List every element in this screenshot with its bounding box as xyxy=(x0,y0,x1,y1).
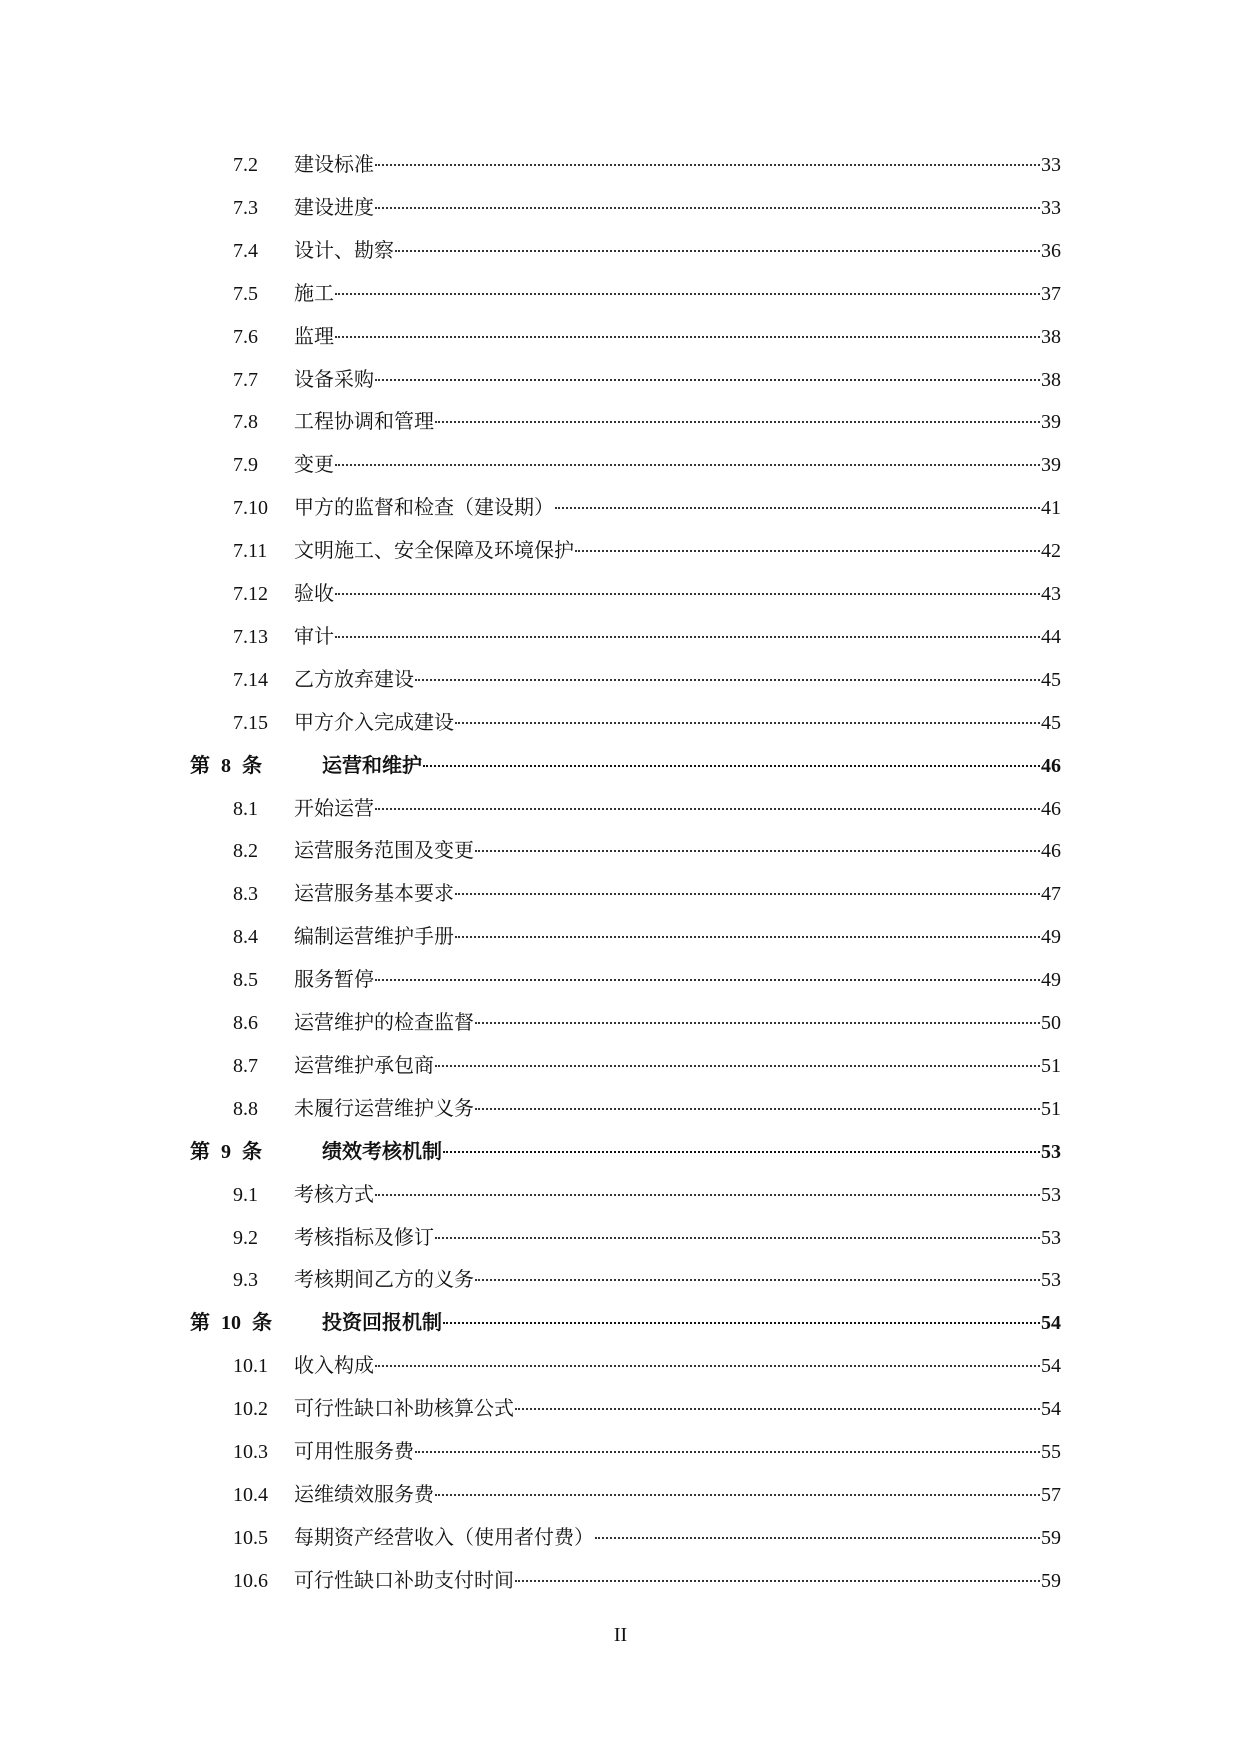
toc-entry-title: 乙方放弃建设 xyxy=(294,668,414,691)
toc-entry-title: 运营维护承包商 xyxy=(294,1054,434,1077)
toc-entry-number: 8.6 xyxy=(233,1012,258,1034)
toc-entry-page: 41 xyxy=(1041,497,1061,520)
toc-entry[interactable] xyxy=(0,450,1241,480)
toc-entry-page: 44 xyxy=(1041,625,1061,648)
toc-entry-number: 7.9 xyxy=(233,454,258,477)
toc-entry-page: 46 xyxy=(1041,754,1061,777)
dot-leader xyxy=(475,1279,1040,1281)
dot-leader xyxy=(515,1408,1040,1410)
toc-entry-page: 39 xyxy=(1041,454,1061,477)
dot-leader xyxy=(435,421,1040,423)
toc-entry[interactable] xyxy=(0,407,1241,437)
toc-entry-number: 10.2 xyxy=(233,1398,268,1421)
toc-entry-title: 建设标准 xyxy=(294,154,374,176)
toc-entry-title: 每期资产经营收入（使用者付费） xyxy=(294,1526,594,1549)
dot-leader xyxy=(455,936,1040,938)
dot-leader xyxy=(335,593,1040,595)
toc-entry-page: 45 xyxy=(1041,711,1061,734)
toc-entry[interactable] xyxy=(0,1394,1241,1424)
toc-entry-page: 53 xyxy=(1041,1140,1061,1163)
toc-entry-title: 绩效考核机制 xyxy=(322,1140,442,1163)
toc-entry[interactable] xyxy=(0,322,1241,352)
toc-entry-page: 54 xyxy=(1041,1312,1061,1335)
toc-entry[interactable] xyxy=(0,1566,1241,1596)
toc-entry-title: 设备采购 xyxy=(294,368,374,391)
toc-entry-number: 9.1 xyxy=(233,1183,258,1206)
toc-chapter-entry[interactable] xyxy=(0,1308,1241,1338)
toc-entry[interactable] xyxy=(0,1437,1241,1467)
toc-entry[interactable] xyxy=(0,236,1241,266)
toc-entry-title: 未履行运营维护义务 xyxy=(294,1097,474,1120)
dot-leader xyxy=(435,1494,1040,1496)
toc-entry[interactable] xyxy=(0,536,1241,566)
dot-leader xyxy=(415,679,1040,681)
toc-entry-title: 可用性服务费 xyxy=(294,1441,414,1463)
toc-entry-number: 7.12 xyxy=(233,583,268,605)
toc-entry[interactable] xyxy=(0,879,1241,909)
toc-entry-title: 工程协调和管理 xyxy=(294,411,434,434)
toc-entry[interactable] xyxy=(0,279,1241,309)
toc-entry-title: 可行性缺口补助支付时间 xyxy=(294,1569,514,1592)
toc-entry-number: 7.3 xyxy=(233,196,258,219)
toc-entry[interactable] xyxy=(0,579,1241,609)
toc-entry-number: 8.7 xyxy=(233,1054,258,1077)
toc-entry[interactable] xyxy=(0,922,1241,952)
toc-entry-number: 第 10 条 xyxy=(190,1312,272,1335)
toc-entry-page: 53 xyxy=(1041,1226,1061,1249)
toc-entry-page: 53 xyxy=(1041,1269,1061,1292)
toc-entry-title: 审计 xyxy=(294,625,334,648)
toc-entry-number: 7.15 xyxy=(233,711,268,734)
toc-entry-page: 50 xyxy=(1041,1012,1061,1034)
toc-entry-page: 39 xyxy=(1041,411,1061,434)
toc-entry[interactable] xyxy=(0,1051,1241,1081)
toc-entry-page: 45 xyxy=(1041,668,1061,691)
dot-leader xyxy=(375,379,1040,381)
toc-entry[interactable] xyxy=(0,1480,1241,1510)
dot-leader xyxy=(375,979,1040,981)
dot-leader xyxy=(375,207,1040,209)
toc-entry-page: 38 xyxy=(1041,368,1061,391)
toc-entry-number: 8.3 xyxy=(233,883,258,906)
toc-entry-title: 验收 xyxy=(294,583,334,605)
toc-entry-title: 设计、勘察 xyxy=(294,239,394,262)
toc-entry-number: 7.11 xyxy=(233,540,268,563)
toc-entry-page: 38 xyxy=(1041,325,1061,348)
toc-entry[interactable] xyxy=(0,1223,1241,1253)
toc-entry[interactable] xyxy=(0,836,1241,866)
toc-entry-title: 服务暂停 xyxy=(294,969,374,992)
toc-entry-number: 8.2 xyxy=(233,840,258,863)
dot-leader xyxy=(395,250,1040,252)
toc-entry[interactable] xyxy=(0,1265,1241,1295)
toc-entry-number: 9.3 xyxy=(233,1269,258,1292)
toc-entry[interactable] xyxy=(0,193,1241,223)
page-number: II xyxy=(613,1624,628,1646)
toc-entry-title: 收入构成 xyxy=(294,1355,374,1378)
toc-entry-page: 37 xyxy=(1041,282,1061,305)
toc-entry-number: 8.5 xyxy=(233,969,258,992)
toc-entry-page: 55 xyxy=(1041,1441,1061,1463)
toc-entry-title: 运营服务范围及变更 xyxy=(294,840,474,863)
toc-entry[interactable] xyxy=(0,150,1241,180)
dot-leader xyxy=(423,765,1040,767)
toc-entry-title: 甲方的监督和检查（建设期） xyxy=(294,497,554,520)
toc-entry-page: 51 xyxy=(1041,1054,1061,1077)
toc-entry-page: 54 xyxy=(1041,1398,1061,1421)
toc-entry-number: 7.7 xyxy=(233,368,258,391)
toc-entry-title: 建设进度 xyxy=(294,196,374,219)
toc-entry-number: 8.8 xyxy=(233,1097,258,1120)
toc-entry-page: 46 xyxy=(1041,840,1061,863)
toc-entry-title: 考核指标及修订 xyxy=(294,1226,434,1249)
toc-entry[interactable] xyxy=(0,794,1241,824)
toc-chapter-entry[interactable] xyxy=(0,751,1241,781)
toc-entry-number: 7.13 xyxy=(233,625,268,648)
toc-entry[interactable] xyxy=(0,1008,1241,1038)
toc-entry-page: 33 xyxy=(1041,154,1061,176)
dot-leader xyxy=(375,1194,1040,1196)
dot-leader xyxy=(455,722,1040,724)
toc-entry-number: 7.6 xyxy=(233,325,258,348)
toc-entry-number: 8.1 xyxy=(233,797,258,820)
toc-entry-title: 施工 xyxy=(294,282,334,305)
toc-entry[interactable] xyxy=(0,365,1241,395)
toc-entry-number: 7.4 xyxy=(233,239,258,262)
dot-leader xyxy=(435,1065,1040,1067)
dot-leader xyxy=(475,1108,1040,1110)
toc-entry-page: 59 xyxy=(1041,1569,1061,1592)
dot-leader xyxy=(555,507,1040,509)
toc-entry-page: 53 xyxy=(1041,1183,1061,1206)
toc-entry-page: 47 xyxy=(1041,883,1061,906)
toc-entry-number: 10.6 xyxy=(233,1569,268,1592)
toc-entry-title: 投资回报机制 xyxy=(322,1312,442,1335)
toc-entry-number: 10.3 xyxy=(233,1441,268,1463)
dot-leader xyxy=(335,293,1040,295)
toc-entry-number: 7.8 xyxy=(233,411,258,434)
toc-entry-title: 变更 xyxy=(294,454,334,477)
toc-entry-page: 49 xyxy=(1041,926,1061,949)
toc-entry-page: 33 xyxy=(1041,196,1061,219)
toc-entry-title: 开始运营 xyxy=(294,797,374,820)
toc-entry-title: 编制运营维护手册 xyxy=(294,926,454,949)
toc-entry[interactable] xyxy=(0,1180,1241,1210)
dot-leader xyxy=(443,1151,1040,1153)
toc-entry[interactable] xyxy=(0,1523,1241,1553)
toc-entry-page: 57 xyxy=(1041,1483,1061,1506)
toc-entry-page: 46 xyxy=(1041,797,1061,820)
toc-entry-title: 运维绩效服务费 xyxy=(294,1483,434,1506)
toc-entry-number: 10.4 xyxy=(233,1483,268,1506)
toc-entry-title: 运营和维护 xyxy=(322,754,422,777)
dot-leader xyxy=(335,636,1040,638)
dot-leader xyxy=(375,808,1040,810)
toc-entry-number: 7.14 xyxy=(233,668,268,691)
dot-leader xyxy=(515,1580,1040,1582)
dot-leader xyxy=(375,164,1040,166)
toc-entry-title: 文明施工、安全保障及环境保护 xyxy=(294,540,574,563)
toc-entry-number: 第 8 条 xyxy=(190,754,262,777)
toc-entry-page: 36 xyxy=(1041,239,1061,262)
toc-entry[interactable] xyxy=(0,708,1241,738)
toc-entry-page: 51 xyxy=(1041,1097,1061,1120)
toc-entry-title: 运营服务基本要求 xyxy=(294,883,454,906)
toc-entry-page: 49 xyxy=(1041,969,1061,992)
toc-entry-title: 监理 xyxy=(294,325,334,348)
toc-entry[interactable] xyxy=(0,1351,1241,1381)
toc-entry-page: 59 xyxy=(1041,1526,1061,1549)
toc-entry-page: 54 xyxy=(1041,1355,1061,1378)
dot-leader xyxy=(435,1237,1040,1239)
dot-leader xyxy=(443,1322,1040,1324)
dot-leader xyxy=(375,1365,1040,1367)
toc-entry-page: 42 xyxy=(1041,540,1061,563)
dot-leader xyxy=(455,893,1040,895)
toc-entry-title: 可行性缺口补助核算公式 xyxy=(294,1398,514,1421)
dot-leader xyxy=(335,464,1040,466)
toc-entry-title: 考核期间乙方的义务 xyxy=(294,1269,474,1292)
dot-leader xyxy=(415,1451,1040,1453)
toc-entry[interactable] xyxy=(0,965,1241,995)
toc-entry[interactable] xyxy=(0,1094,1241,1124)
toc-entry-title: 甲方介入完成建设 xyxy=(294,711,454,734)
toc-entry-number: 7.2 xyxy=(233,154,258,176)
toc-chapter-entry[interactable] xyxy=(0,1137,1241,1167)
dot-leader xyxy=(575,550,1040,552)
toc-entry-number: 第 9 条 xyxy=(190,1140,262,1163)
toc-entry-page: 43 xyxy=(1041,583,1061,605)
toc-entry-number: 7.10 xyxy=(233,497,268,520)
dot-leader xyxy=(595,1537,1040,1539)
toc-entry-number: 7.5 xyxy=(233,282,258,305)
toc-entry-number: 10.1 xyxy=(233,1355,268,1378)
toc-entry[interactable] xyxy=(0,665,1241,695)
toc-entry-title: 考核方式 xyxy=(294,1183,374,1206)
toc-entry-number: 10.5 xyxy=(233,1526,268,1549)
dot-leader xyxy=(335,336,1040,338)
toc-entry-number: 9.2 xyxy=(233,1226,258,1249)
dot-leader xyxy=(475,850,1040,852)
toc-entry[interactable] xyxy=(0,493,1241,523)
toc-entry-number: 8.4 xyxy=(233,926,258,949)
toc-entry-title: 运营维护的检查监督 xyxy=(294,1012,474,1034)
dot-leader xyxy=(475,1022,1040,1024)
toc-entry[interactable] xyxy=(0,622,1241,652)
